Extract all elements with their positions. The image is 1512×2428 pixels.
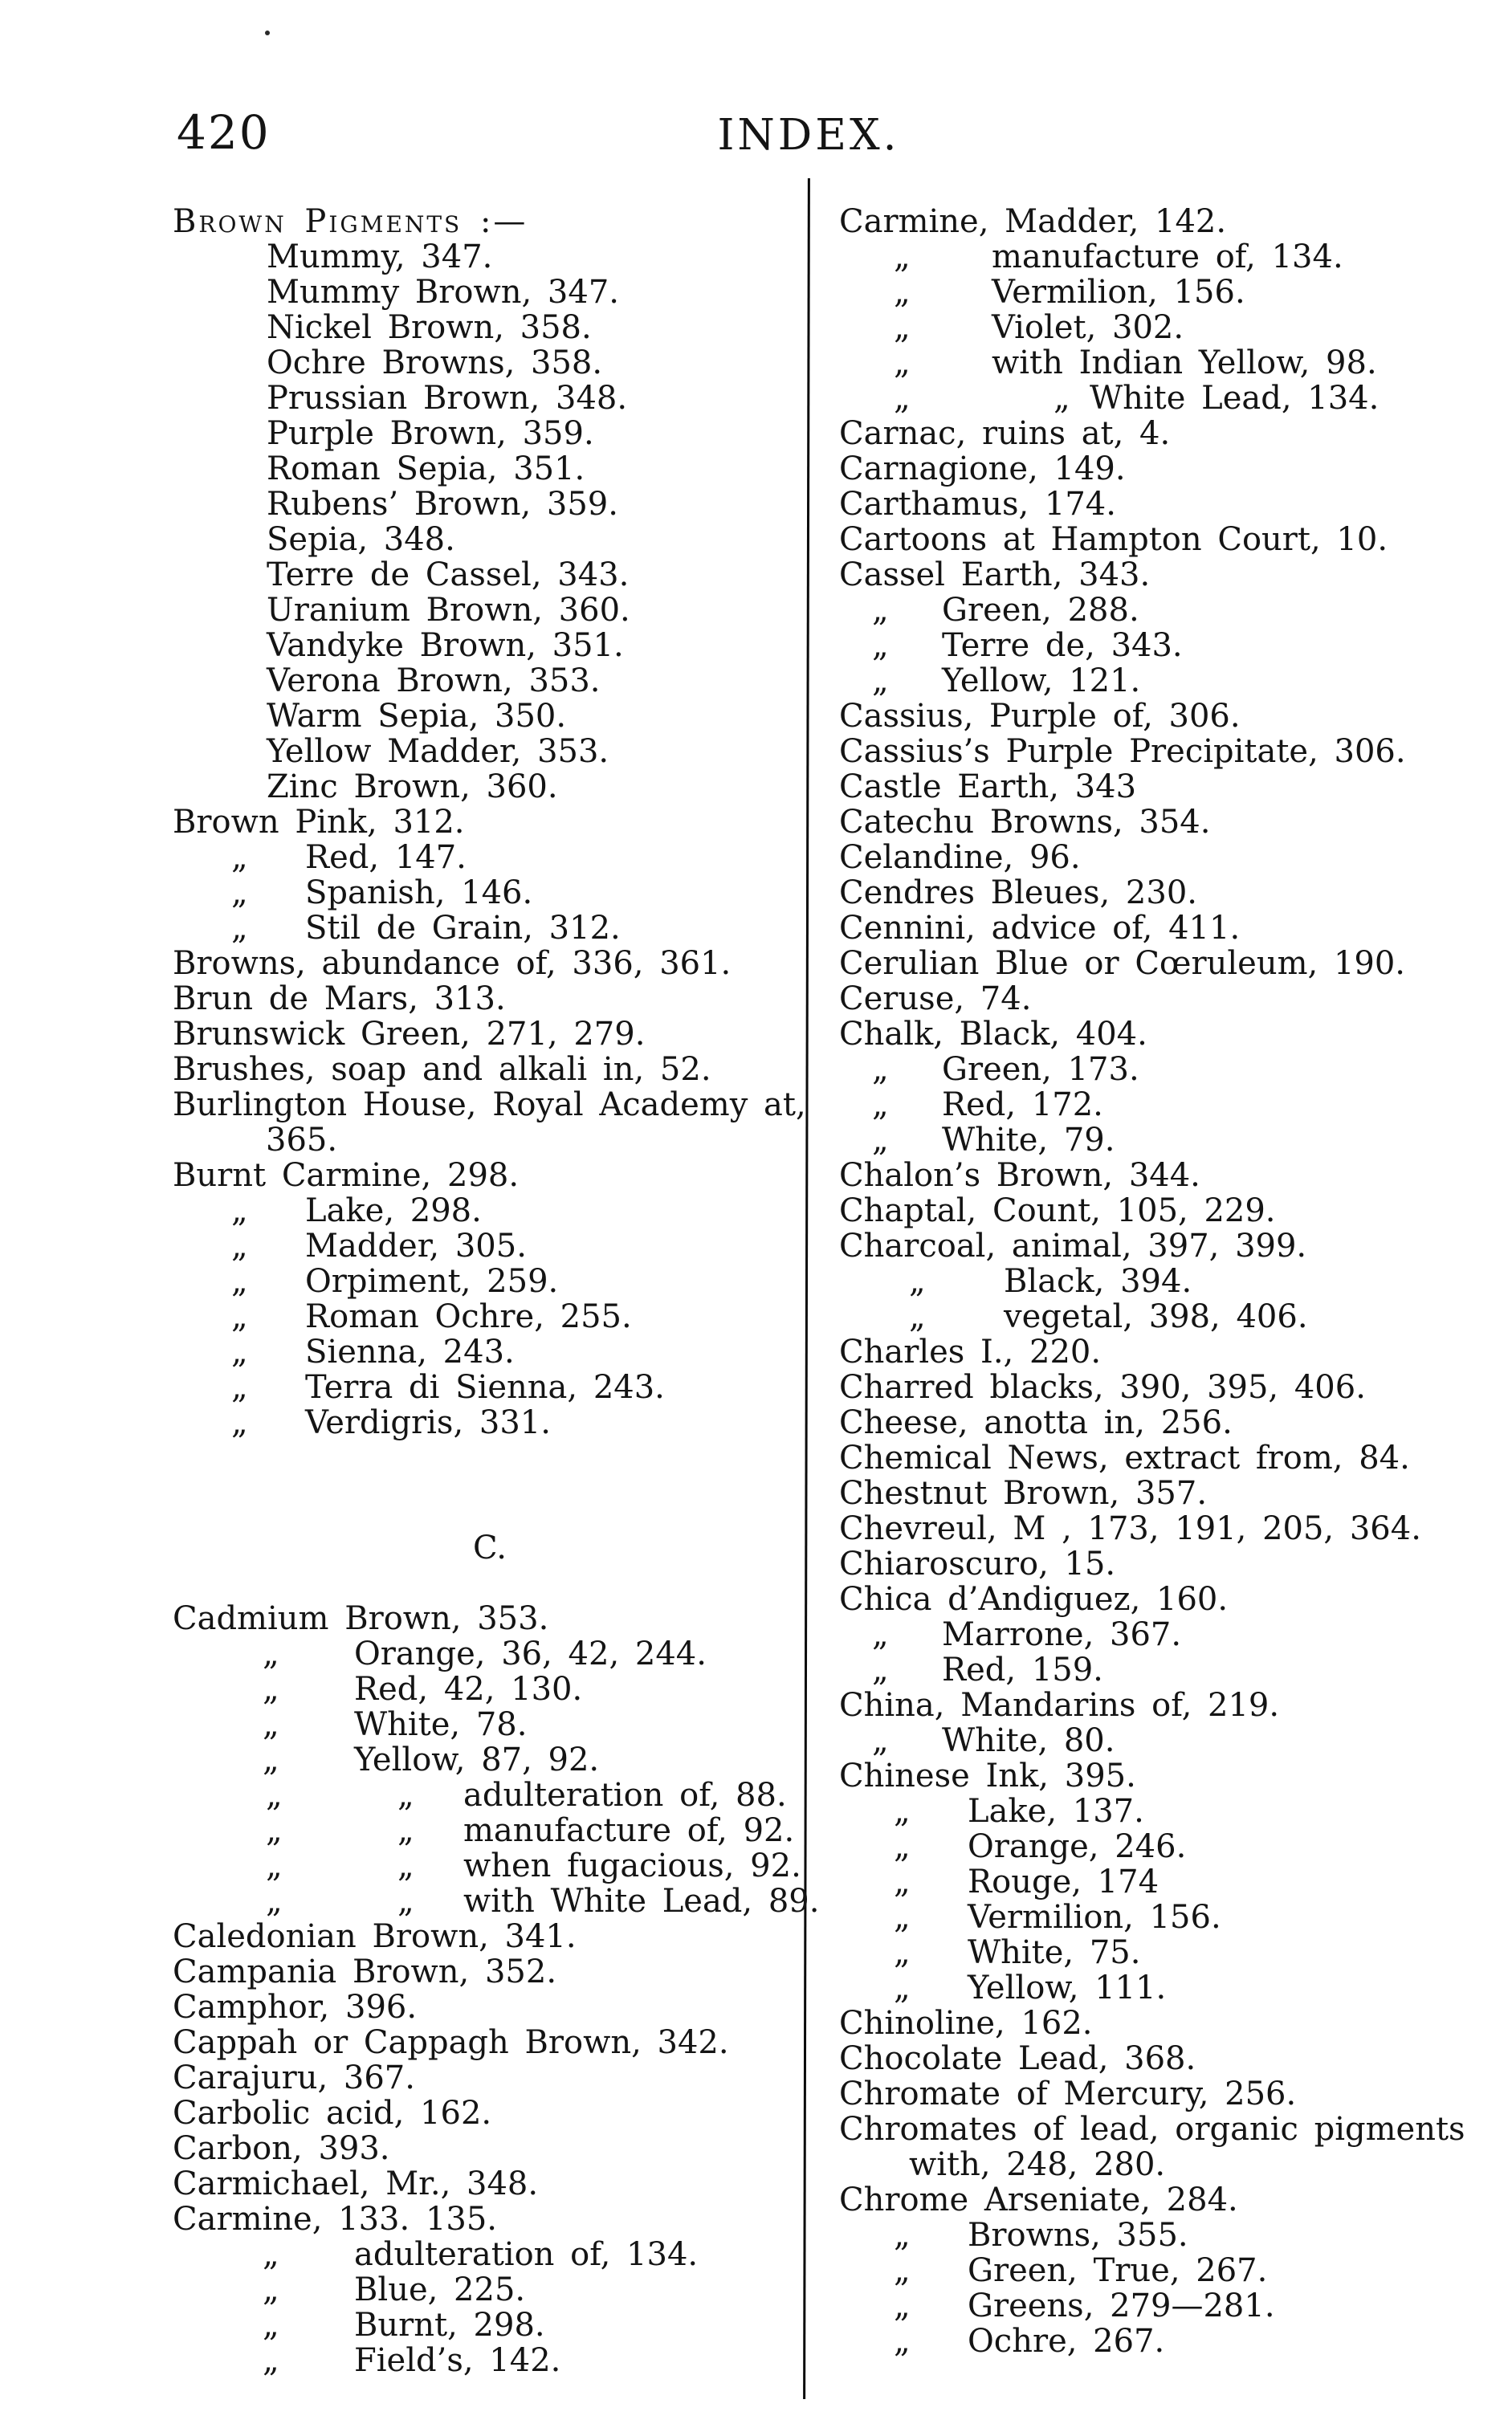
index-entry	[839, 451, 1494, 487]
index-entry	[173, 239, 807, 275]
index-entry	[839, 345, 1494, 381]
index-entry	[839, 1546, 1494, 1582]
ditto-mark: „	[263, 2342, 279, 2379]
index-entry	[839, 557, 1494, 593]
entry-text: manufacture of, 92.	[463, 1812, 795, 1849]
index-entry	[173, 1158, 807, 1193]
ditto-mark: „	[894, 1934, 911, 1971]
entry-text: Carnac, ruins at, 4.	[839, 415, 1171, 452]
entry-text: Brown Pink, 312.	[173, 804, 465, 841]
index-entry	[839, 1688, 1494, 1723]
ditto-mark: „	[894, 1828, 911, 1865]
index-entry	[173, 875, 807, 910]
index-entry	[839, 1511, 1494, 1546]
ditto-mark: „	[231, 1298, 248, 1335]
index-entry	[839, 1052, 1494, 1087]
entry-text: Blue, 225.	[354, 2271, 526, 2308]
entry-text: Stil de Grain, 312.	[305, 910, 621, 947]
index-entry	[173, 1228, 807, 1264]
entry-text: Mummy Brown, 347.	[267, 274, 619, 311]
ditto-mark: „	[872, 1086, 889, 1123]
ditto-mark: „	[872, 1722, 889, 1759]
index-entry	[173, 2060, 807, 2096]
entry-text: adulteration of, 134.	[354, 2236, 699, 2273]
index-entry	[173, 1299, 807, 1334]
index-entry	[173, 1122, 807, 1158]
index-entry	[839, 2324, 1494, 2359]
entry-text: Marrone, 367.	[942, 1616, 1182, 1653]
index-entry	[839, 487, 1494, 522]
index-entry	[173, 1636, 807, 1672]
index-entry	[173, 522, 807, 557]
entry-text: Purple Brown, 359.	[267, 415, 594, 452]
entry-text: Nickel Brown, 358.	[267, 309, 592, 346]
index-entry	[839, 2076, 1494, 2112]
entry-text: Red, 159.	[942, 1652, 1103, 1689]
index-entry	[173, 1672, 807, 1707]
ditto-mark: „	[872, 1652, 889, 1689]
ditto-mark: „	[397, 1883, 414, 1920]
index-entry	[839, 805, 1494, 840]
entry-text: Field’s, 142.	[354, 2342, 561, 2379]
index-entry	[839, 2147, 1494, 2182]
index-entry	[839, 1723, 1494, 1758]
entry-text: Orpiment, 259.	[305, 1263, 559, 1300]
entry-text: Caledonian Brown, 341.	[173, 1918, 577, 1955]
index-entry	[839, 1299, 1494, 1334]
entry-text: Burlington House, Royal Academy at,	[173, 1086, 806, 1123]
entry-text: Burnt Carmine, 298.	[173, 1157, 520, 1194]
entry-text: Castle Earth, 343	[839, 768, 1137, 805]
entry-text: Terra di Sienna, 243.	[305, 1369, 665, 1406]
entry-text: Brunswick Green, 271, 279.	[173, 1016, 646, 1053]
entry-text: Prussian Brown, 348.	[267, 380, 628, 417]
entry-text: Madder, 305.	[305, 1228, 527, 1265]
index-entry	[839, 1193, 1494, 1228]
ditto-mark: „	[894, 344, 911, 381]
index-entry	[839, 734, 1494, 769]
index-entry	[839, 1935, 1494, 1970]
index-entry	[839, 1864, 1494, 1900]
index-entry	[839, 1122, 1494, 1158]
entry-text: Ochre, 267.	[968, 2323, 1165, 2360]
entry-text: Chemical News, extract from, 84.	[839, 1440, 1410, 1477]
entry-text: White Lead, 134.	[1090, 380, 1380, 417]
entry-text: Red, 172.	[942, 1086, 1103, 1123]
index-entry	[173, 1405, 807, 1440]
index-entry	[173, 1778, 807, 1813]
index-entry	[173, 2025, 807, 2060]
index-entry	[839, 1405, 1494, 1440]
index-entry	[173, 2131, 807, 2166]
index-entry	[173, 1813, 807, 1848]
index-entry	[173, 1919, 807, 1954]
entry-text: Camphor, 396.	[173, 1989, 418, 2026]
ditto-mark: „	[231, 1228, 248, 1265]
entry-text: Rubens’ Brown, 359.	[267, 486, 618, 523]
index-entry	[173, 946, 807, 981]
entry-text: C.	[473, 1530, 507, 1566]
entry-text: Cadmium Brown, 353.	[173, 1600, 549, 1637]
entry-text: Ochre Browns, 358.	[267, 344, 603, 381]
index-entry	[839, 1900, 1494, 1935]
entry-text: Chrome Arseniate, 284.	[839, 2182, 1238, 2218]
index-entry	[839, 1476, 1494, 1511]
page-number: 420	[177, 105, 271, 160]
index-entry	[173, 2202, 807, 2237]
entry-text: Campania Brown, 352.	[173, 1953, 557, 1990]
ditto-mark: „	[909, 1263, 926, 1300]
entry-text: Black, 394.	[1004, 1263, 1192, 1300]
entry-text: Carbolic acid, 162.	[173, 2095, 492, 2132]
index-entry	[173, 2166, 807, 2202]
ditto-mark: „	[1054, 380, 1070, 417]
entry-text: White, 79.	[942, 1122, 1115, 1159]
entry-text: vegetal, 398, 406.	[1004, 1298, 1308, 1335]
index-entry	[839, 1582, 1494, 1617]
section-heading	[173, 1530, 807, 1566]
entry-text: Chinese Ink, 395.	[839, 1758, 1136, 1795]
entry-text: Green, True, 267.	[968, 2252, 1268, 2289]
entry-text: Vermilion, 156.	[968, 1899, 1221, 1936]
entry-text: Rouge, 174	[968, 1864, 1159, 1900]
entry-text: with White Lead, 89.	[463, 1883, 820, 1920]
entry-text: when fugacious, 92.	[463, 1847, 801, 1884]
index-entry	[839, 628, 1494, 663]
entry-text: Celandine, 96.	[839, 839, 1081, 876]
entry-text: Chevreul, M , 173, 191, 205, 364.	[839, 1510, 1421, 1547]
index-entry	[839, 1264, 1494, 1299]
index-entry	[839, 239, 1494, 275]
ditto-mark: „	[894, 2217, 911, 2254]
index-entry	[173, 1334, 807, 1370]
index-entry	[839, 1334, 1494, 1370]
entry-text: Verdigris, 331.	[305, 1404, 551, 1441]
index-entry	[173, 1742, 807, 1778]
entry-text: Warm Sepia, 350.	[267, 698, 567, 735]
entry-text: Carmine, 133. 135.	[173, 2201, 497, 2238]
index-entry	[173, 1601, 807, 1636]
index-entry	[839, 2006, 1494, 2041]
index-entry	[839, 593, 1494, 628]
index-entry	[839, 1970, 1494, 2006]
entry-text: Chocolate Lead, 368.	[839, 2040, 1196, 2077]
entry-text: Cendres Bleues, 230.	[839, 874, 1197, 911]
index-entry	[839, 1440, 1494, 1476]
ditto-mark: „	[894, 2323, 911, 2360]
entry-text: Chalk, Black, 404.	[839, 1016, 1147, 1053]
entry-text: Burnt, 298.	[354, 2307, 545, 2344]
ditto-mark: „	[872, 627, 889, 664]
ditto-mark: „	[266, 1777, 283, 1814]
index-entry	[839, 663, 1494, 699]
index-entry	[839, 2182, 1494, 2218]
index-entry	[839, 381, 1494, 416]
index-entry	[173, 840, 807, 875]
index-entry	[173, 663, 807, 699]
entry-text: Catechu Browns, 354.	[839, 804, 1211, 841]
entry-text: 365.	[266, 1122, 338, 1159]
index-entry	[173, 981, 807, 1016]
entry-text: Vermilion, 156.	[992, 274, 1245, 311]
entry-text: Orange, 36, 42, 244.	[354, 1636, 707, 1672]
index-entry	[839, 769, 1494, 805]
ditto-mark: „	[263, 1671, 279, 1708]
entry-text: Charcoal, animal, 397, 399.	[839, 1228, 1307, 1265]
index-entry	[173, 1193, 807, 1228]
entry-text: Cappah or Cappagh Brown, 342.	[173, 2024, 729, 2061]
entry-text: Terre de Cassel, 343.	[267, 556, 630, 593]
index-entry	[839, 1087, 1494, 1122]
ditto-mark: „	[263, 2271, 279, 2308]
index-entry	[173, 2272, 807, 2308]
index-entry	[839, 275, 1494, 310]
ditto-mark: „	[231, 1263, 248, 1300]
ditto-mark: „	[231, 1192, 248, 1229]
ditto-mark: „	[231, 839, 248, 876]
index-entry	[839, 1370, 1494, 1405]
index-entry	[173, 910, 807, 946]
entry-text: Chinoline, 162.	[839, 2005, 1093, 2042]
index-entry	[839, 1758, 1494, 1794]
ditto-mark: „	[231, 874, 248, 911]
index-entry	[173, 1707, 807, 1742]
index-entry	[173, 699, 807, 734]
entry-text: Yellow Madder, 353.	[267, 733, 609, 770]
entry-text: Orange, 246.	[968, 1828, 1187, 1865]
index-entry	[173, 345, 807, 381]
ditto-mark: „	[894, 2252, 911, 2289]
index-entry	[173, 416, 807, 451]
entry-text: Cennini, advice of, 411.	[839, 910, 1241, 947]
index-entry	[839, 1652, 1494, 1688]
ditto-mark: „	[894, 2287, 911, 2324]
entry-text: Cassius’s Purple Precipitate, 306.	[839, 733, 1406, 770]
entry-text: Sienna, 243.	[305, 1334, 515, 1371]
index-entry	[173, 1016, 807, 1052]
ditto-mark: „	[231, 1334, 248, 1371]
index-entry	[839, 1158, 1494, 1193]
index-entry	[839, 1228, 1494, 1264]
entry-text: manufacture of, 134.	[992, 238, 1343, 275]
index-entry	[173, 1087, 807, 1122]
ditto-mark: „	[266, 1883, 283, 1920]
entry-text: Carajuru, 367.	[173, 2059, 415, 2096]
index-entry	[839, 1617, 1494, 1652]
index-entry	[839, 910, 1494, 946]
index-entry	[173, 1370, 807, 1405]
index-entry	[839, 310, 1494, 345]
index-entry	[839, 416, 1494, 451]
index-entry	[839, 1829, 1494, 1864]
ditto-mark: „	[263, 2236, 279, 2273]
entry-text: Zinc Brown, 360.	[267, 768, 558, 805]
index-entry	[173, 1848, 807, 1884]
entry-text: Red, 147.	[305, 839, 467, 876]
index-entry	[173, 557, 807, 593]
entry-text: Chaptal, Count, 105, 229.	[839, 1192, 1276, 1229]
entry-text: Green, 173.	[942, 1051, 1139, 1088]
entry-text: Spanish, 146.	[305, 874, 533, 911]
index-entry	[173, 734, 807, 769]
entry-text: Chiaroscuro, 15.	[839, 1546, 1116, 1583]
entry-text: Brun de Mars, 313.	[173, 980, 506, 1017]
entry-text: Cassel Earth, 343.	[839, 556, 1151, 593]
index-column-right	[839, 204, 1494, 2359]
index-entry	[839, 2041, 1494, 2076]
index-entry	[173, 628, 807, 663]
ditto-mark: „	[397, 1812, 414, 1849]
entry-text: Carnagione, 149.	[839, 450, 1126, 487]
entry-text: Cheese, anotta in, 256.	[839, 1404, 1233, 1441]
entry-text: Chica d’Andiguez, 160.	[839, 1581, 1229, 1618]
ditto-mark: „	[894, 1793, 911, 1830]
entry-text: Roman Ochre, 255.	[305, 1298, 632, 1335]
entry-text: Carmine, Madder, 142.	[839, 203, 1227, 240]
entry-text: Carthamus, 174.	[839, 486, 1116, 523]
entry-text: Violet, 302.	[992, 309, 1184, 346]
entry-text: Green, 288.	[942, 592, 1139, 629]
ditto-mark: „	[266, 1812, 283, 1849]
entry-text: Cassius, Purple of, 306.	[839, 698, 1241, 735]
ditto-mark: „	[894, 274, 911, 311]
index-entry	[839, 2253, 1494, 2288]
index-entry	[173, 2237, 807, 2272]
entry-text: Cartoons at Hampton Court, 10.	[839, 521, 1388, 558]
entry-text: Charred blacks, 390, 395, 406.	[839, 1369, 1366, 1406]
index-entry	[839, 522, 1494, 557]
ditto-mark: „	[263, 1636, 279, 1672]
index-entry	[173, 593, 807, 628]
entry-text: Chromate of Mercury, 256.	[839, 2076, 1297, 2112]
index-entry	[173, 2343, 807, 2378]
index-entry	[173, 805, 807, 840]
ditto-mark: „	[263, 1706, 279, 1743]
index-entry	[839, 1794, 1494, 1829]
index-entry	[839, 2288, 1494, 2324]
ink-speck	[265, 31, 270, 35]
entry-text: adulteration of, 88.	[463, 1777, 787, 1814]
page-title: INDEX.	[717, 111, 900, 160]
entry-text: Brown Pigments :—	[173, 203, 528, 240]
index-entry	[839, 981, 1494, 1016]
index-entry	[173, 381, 807, 416]
ditto-mark: „	[894, 309, 911, 346]
ditto-mark: „	[894, 1864, 911, 1900]
index-group-heading	[173, 204, 807, 239]
index-entry	[173, 310, 807, 345]
entry-text: Uranium Brown, 360.	[267, 592, 630, 629]
entry-text: Carmichael, Mr., 348.	[173, 2165, 539, 2202]
index-entry	[839, 2218, 1494, 2253]
entry-text: Mummy, 347.	[267, 238, 493, 275]
entry-text: Vandyke Brown, 351.	[267, 627, 624, 664]
entry-text: with, 248, 280.	[909, 2146, 1166, 2183]
ditto-mark: „	[263, 1742, 279, 1778]
entry-text: Browns, 355.	[968, 2217, 1188, 2254]
index-entry	[173, 275, 807, 310]
ditto-mark: „	[872, 1122, 889, 1159]
entry-text: with Indian Yellow, 98.	[992, 344, 1377, 381]
ditto-mark: „	[894, 238, 911, 275]
index-entry	[839, 1016, 1494, 1052]
index-entry	[839, 204, 1494, 239]
entry-text: Charles I., 220.	[839, 1334, 1102, 1371]
index-entry	[839, 875, 1494, 910]
entry-text: Cerulian Blue or Cœruleum, 190.	[839, 945, 1406, 982]
entry-text: Chromates of lead, organic pigments	[839, 2111, 1465, 2148]
index-entry	[173, 1052, 807, 1087]
ditto-mark: „	[231, 1404, 248, 1441]
entry-text: Terre de, 343.	[942, 627, 1183, 664]
entry-text: Ceruse, 74.	[839, 980, 1032, 1017]
index-column-left	[173, 203, 820, 2379]
entry-text: Yellow, 87, 92.	[354, 1742, 600, 1778]
ditto-mark: „	[266, 1847, 283, 1884]
index-entry	[173, 2308, 807, 2343]
ditto-mark: „	[872, 592, 889, 629]
entry-text: Red, 42, 130.	[354, 1671, 583, 1708]
entry-text: Browns, abundance of, 336, 361.	[173, 945, 732, 982]
ditto-mark: „	[263, 2307, 279, 2344]
ditto-mark: „	[909, 1298, 926, 1335]
index-entry	[173, 1883, 820, 1920]
ditto-mark: „	[872, 1051, 889, 1088]
entry-text: White, 78.	[354, 1706, 528, 1743]
entry-text: Yellow, 121.	[942, 662, 1141, 699]
index-entry	[173, 487, 807, 522]
index-entry	[173, 1954, 807, 1990]
ditto-mark: „	[872, 662, 889, 699]
entry-text: China, Mandarins of, 219.	[839, 1687, 1280, 1724]
index-entry	[173, 1990, 807, 2025]
index-entry	[173, 1264, 807, 1299]
index-entry	[173, 2096, 807, 2131]
index-entry	[839, 946, 1494, 981]
entry-text: Lake, 298.	[305, 1192, 482, 1229]
index-entry	[839, 840, 1494, 875]
entry-text: Carbon, 393.	[173, 2130, 390, 2167]
ditto-mark: „	[231, 910, 248, 947]
ditto-mark: „	[894, 1899, 911, 1936]
index-entry	[173, 451, 807, 487]
entry-text: White, 75.	[968, 1934, 1141, 1971]
ditto-mark: „	[397, 1847, 414, 1884]
entry-text: Greens, 279—281.	[968, 2287, 1275, 2324]
entry-text: Chalon’s Brown, 344.	[839, 1157, 1200, 1194]
ditto-mark: „	[894, 380, 911, 417]
entry-text: Yellow, 111.	[968, 1970, 1167, 2006]
ditto-mark: „	[872, 1616, 889, 1653]
index-entry	[839, 699, 1494, 734]
entry-text: Verona Brown, 353.	[267, 662, 601, 699]
entry-text: White, 80.	[942, 1722, 1115, 1759]
index-entry	[173, 769, 807, 805]
entry-text: Roman Sepia, 351.	[267, 450, 585, 487]
entry-text: Lake, 137.	[968, 1793, 1144, 1830]
entry-text: Brushes, soap and alkali in, 52.	[173, 1051, 711, 1088]
index-entry	[839, 2112, 1494, 2147]
ditto-mark: „	[231, 1369, 248, 1406]
entry-text: Chestnut Brown, 357.	[839, 1475, 1208, 1512]
ditto-mark: „	[894, 1970, 911, 2006]
entry-text: Sepia, 348.	[267, 521, 455, 558]
ditto-mark: „	[397, 1777, 414, 1814]
